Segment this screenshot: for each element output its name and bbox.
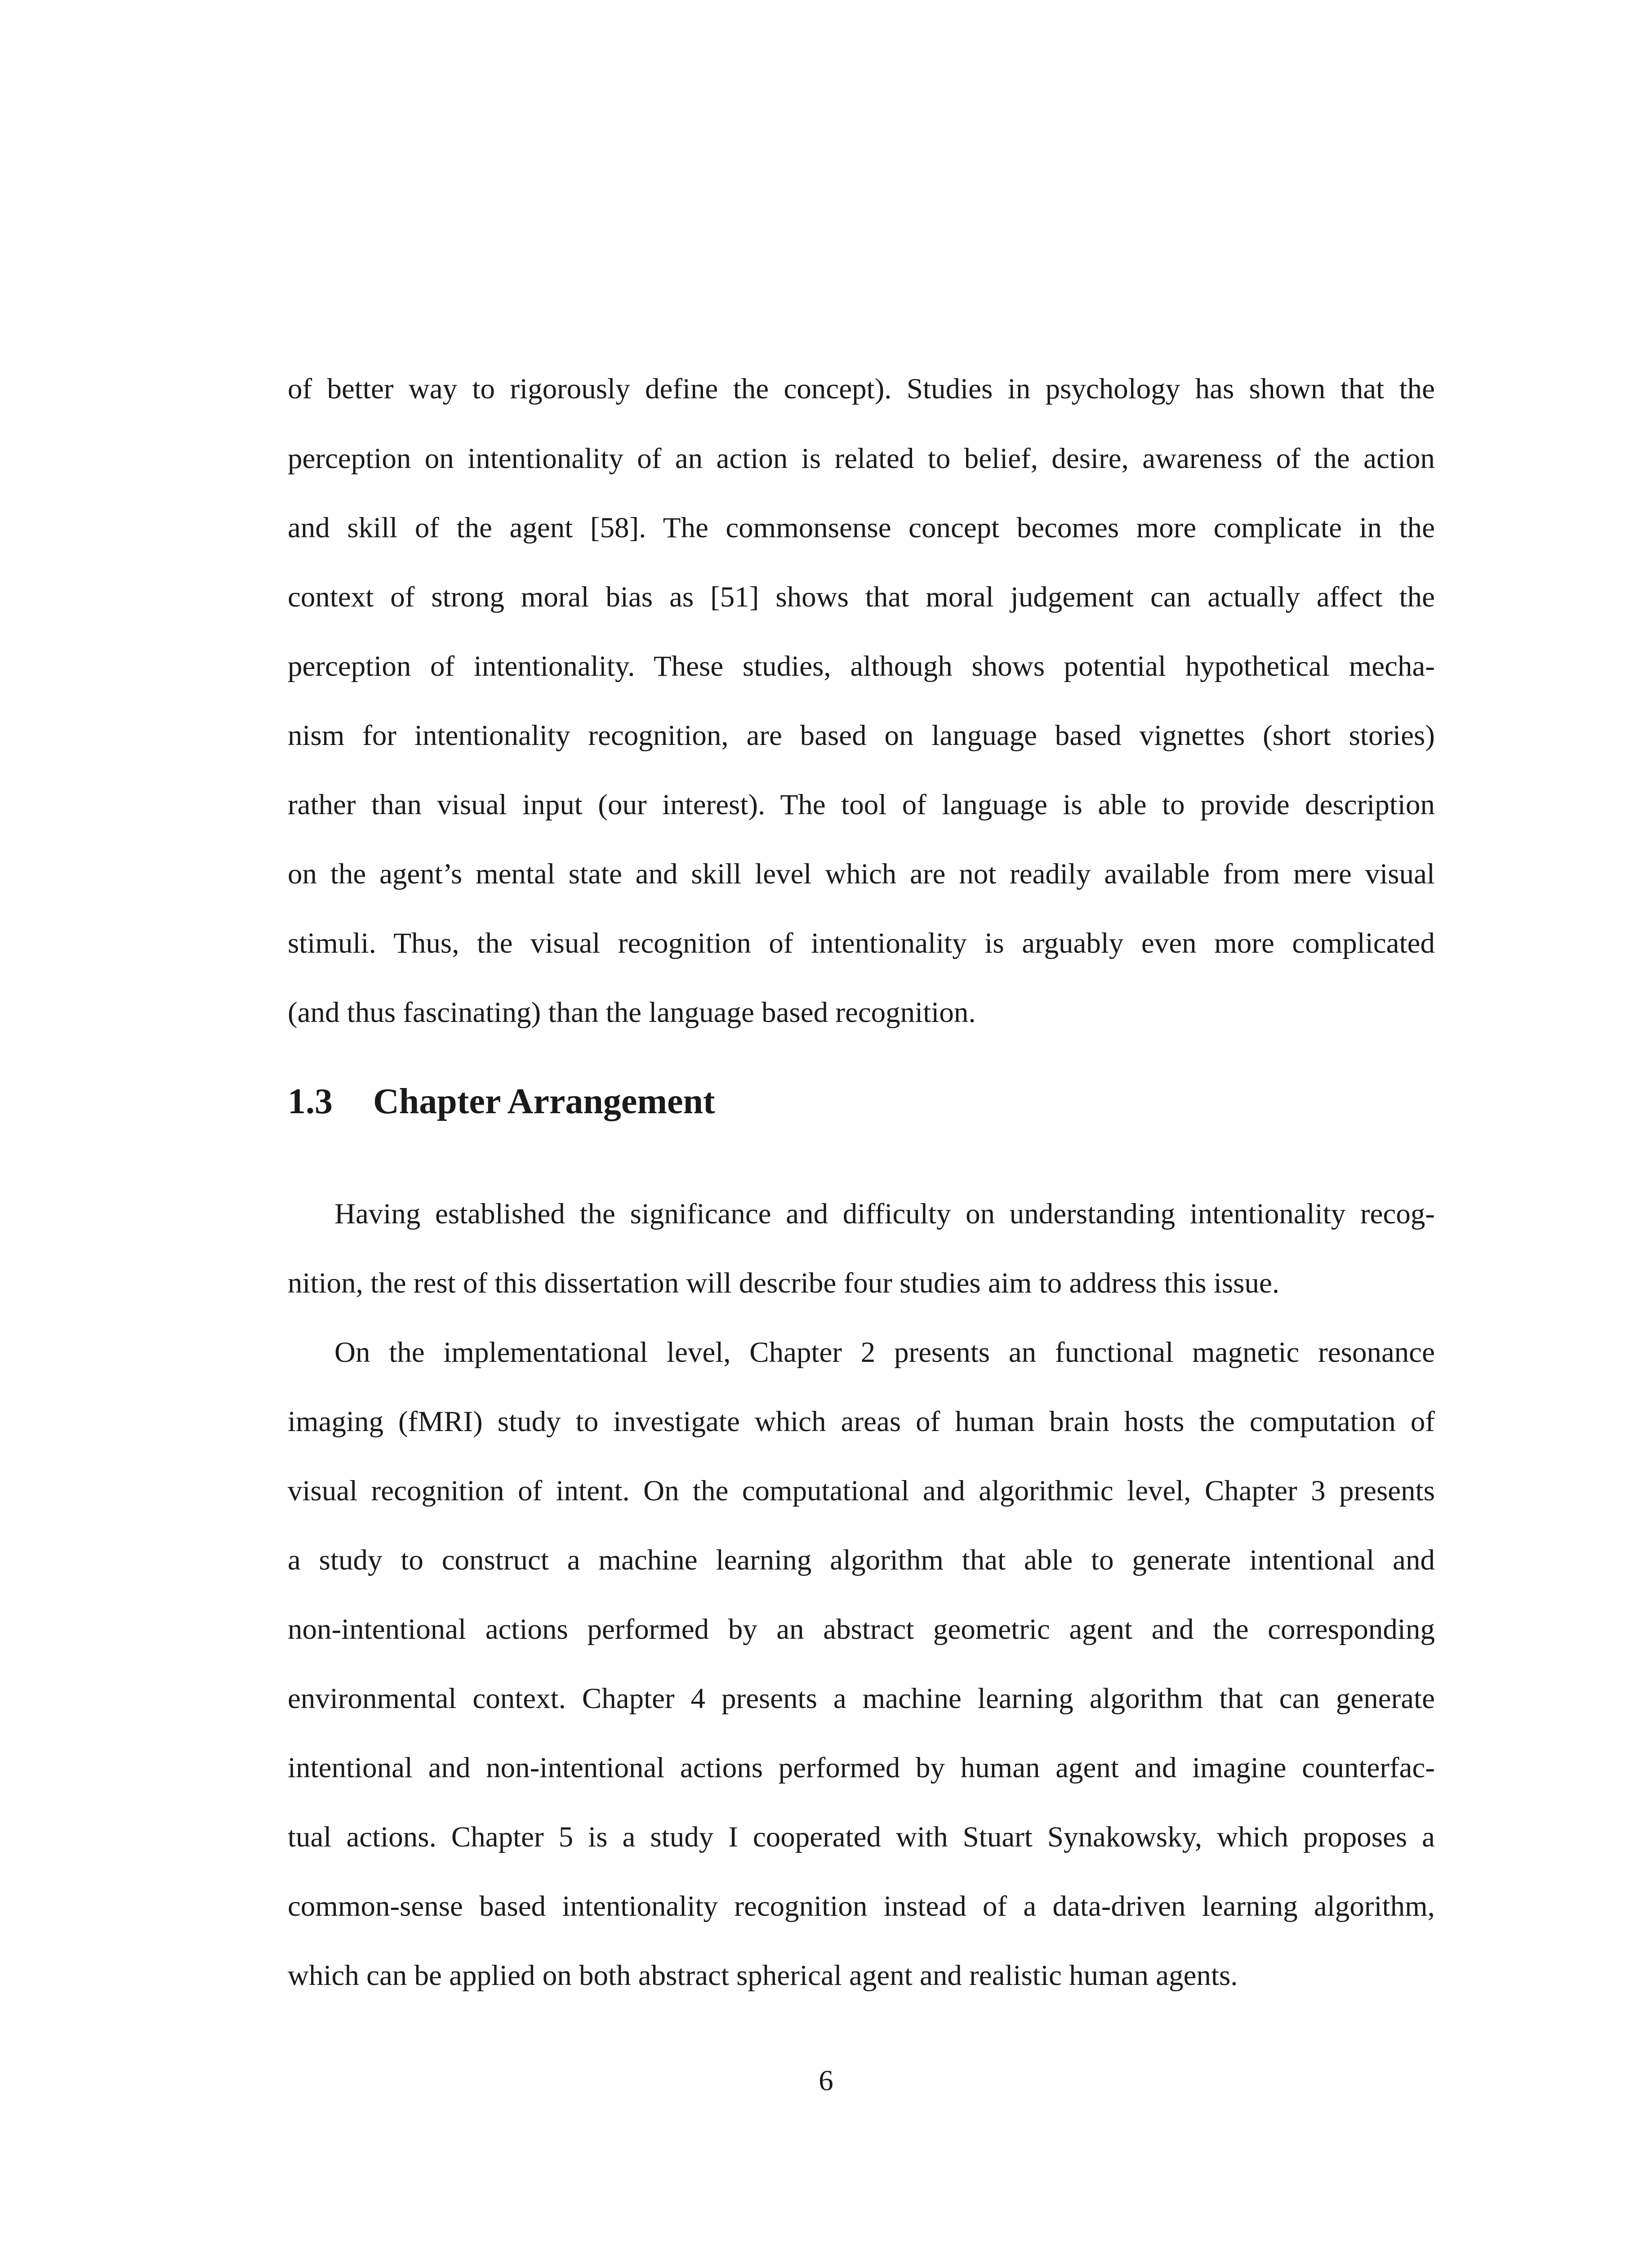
text-line: context of strong moral bias as [51] shows that moral judgement can actually affect the — [288, 581, 1435, 613]
section-heading — [288, 1077, 715, 1126]
text-line: tual actions. Chapter 5 is a study I cooperated with Stuart Synakowsky, which proposes a — [288, 1821, 1435, 1853]
text-line: rather than visual input (our interest). The tool of language is able to provide description — [288, 789, 1435, 821]
section-title: Chapter Arrangement — [373, 1082, 715, 1121]
text-line: environmental context. Chapter 4 presents a machine learning algorithm that can generate — [288, 1682, 1435, 1715]
text-line: On the implementational level, Chapter 2 presents an functional magnetic resonance — [334, 1336, 1435, 1369]
text-line: common-sense based intentionality recognition instead of a data-driven learning algorithm, — [288, 1890, 1435, 1922]
text-line: of better way to rigorously define the concept). Studies in psychology has shown that the — [288, 373, 1435, 405]
text-line: stimuli. Thus, the visual recognition of intentionality is arguably even more complicated — [288, 927, 1435, 959]
section-number: 1.3 — [288, 1082, 333, 1121]
text-line: perception of intentionality. These studies, although shows potential hypothetical mecha- — [288, 650, 1435, 682]
text-line: nism for intentionality recognition, are based on language based vignettes (short stories) — [288, 719, 1435, 752]
text-line: nition, the rest of this dissertation will describe four studies aim to address this issue. — [288, 1267, 1280, 1299]
text-line: non-intentional actions performed by an abstract geometric agent and the corresponding — [288, 1613, 1435, 1646]
page-number: 6 — [819, 2065, 833, 2097]
text-line: imaging (fMRI) study to investigate which areas of human brain hosts the computation of — [288, 1405, 1435, 1438]
text-line: Having established the significance and difficulty on understanding intentionality recog- — [334, 1198, 1435, 1230]
text-line: perception on intentionality of an action is related to belief, desire, awareness of the action — [288, 442, 1435, 475]
text-line: (and thus fascinating) than the language based recognition. — [288, 996, 976, 1029]
text-line: on the agent’s mental state and skill level which are not readily available from mere visual — [288, 858, 1435, 890]
text-line: intentional and non-intentional actions performed by human agent and imagine counterfac- — [288, 1752, 1435, 1784]
text-line: which can be applied on both abstract spherical agent and realistic human agents. — [288, 1959, 1238, 1992]
text-line: visual recognition of intent. On the computational and algorithmic level, Chapter 3 presents — [288, 1475, 1435, 1507]
text-line: and skill of the agent [58]. The commonsense concept becomes more complicate in the — [288, 512, 1435, 544]
text-line: a study to construct a machine learning algorithm that able to generate intentional and — [288, 1544, 1435, 1576]
